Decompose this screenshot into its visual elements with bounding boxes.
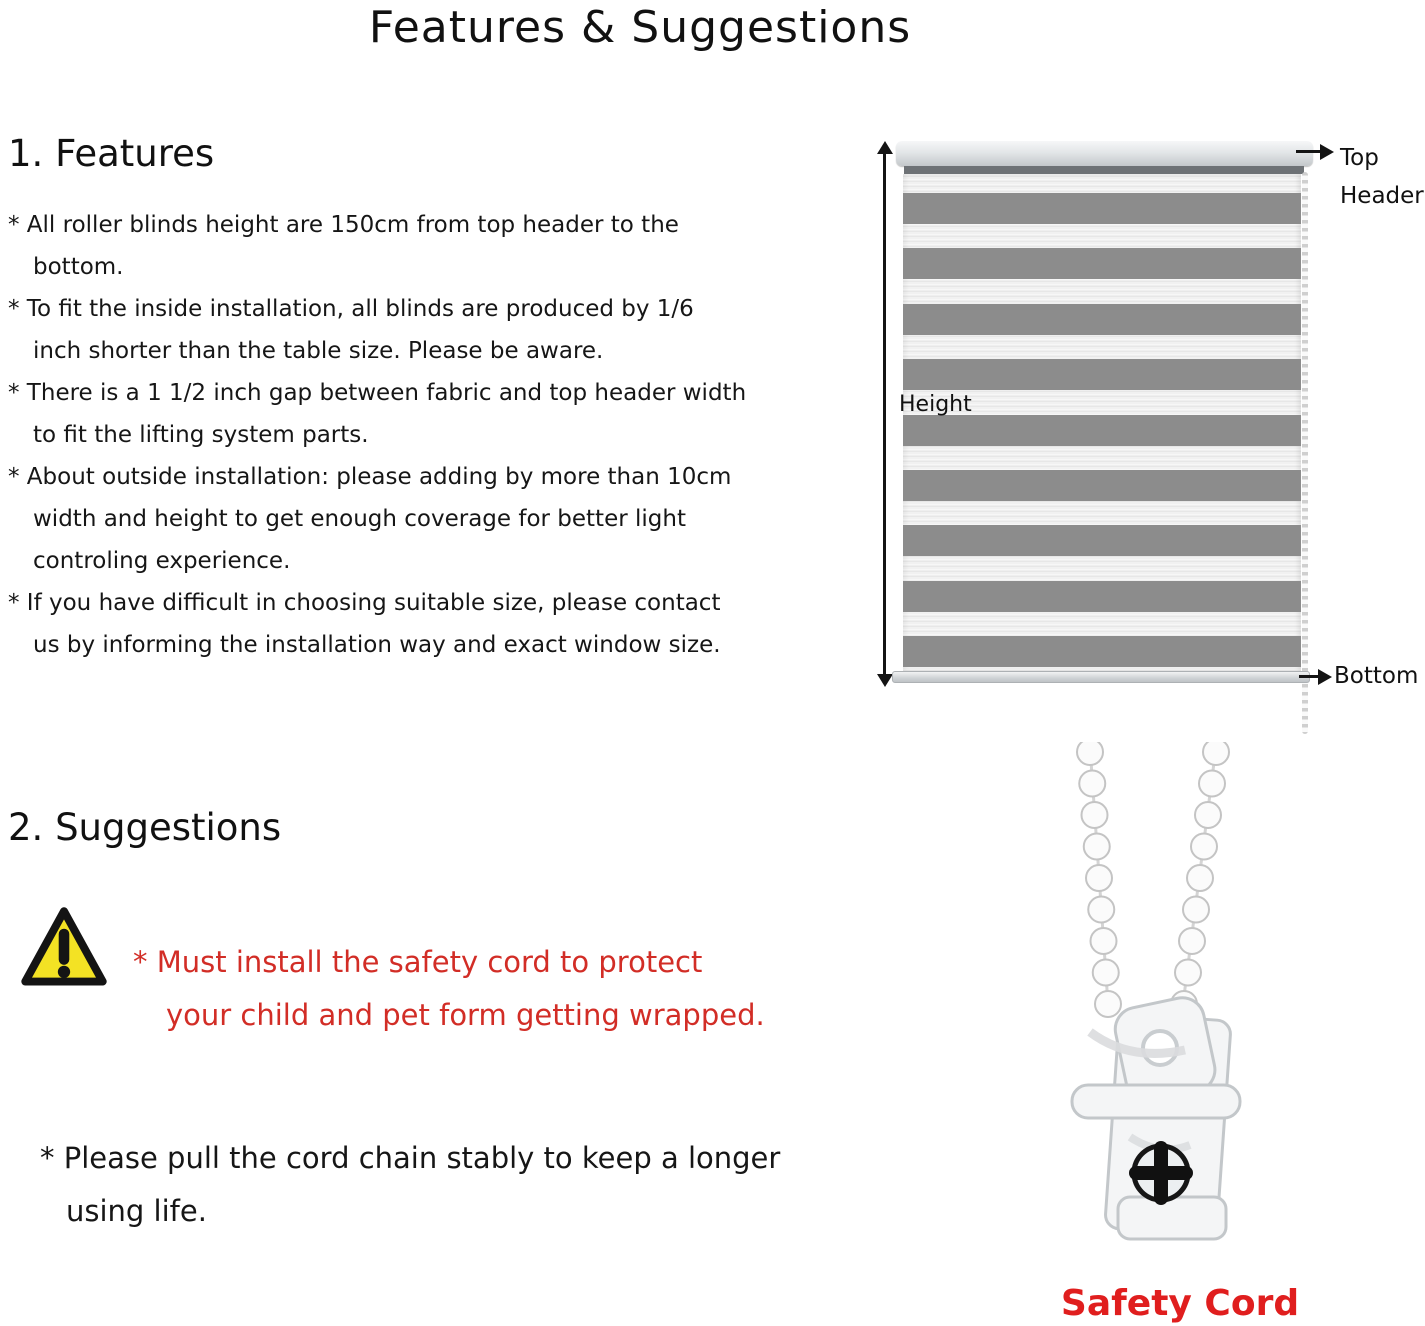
feature-line: * To fit the inside installation, all blinds are produced by 1/6 <box>8 296 694 322</box>
blind-stripe <box>903 248 1301 279</box>
feature-line: us by informing the installation way and exact window size. <box>33 632 721 658</box>
blind-top-header-bar <box>896 141 1313 166</box>
feature-line: controling experience. <box>33 548 291 574</box>
feature-line: bottom. <box>33 254 124 280</box>
top-header-label-line2: Header <box>1340 183 1424 209</box>
feature-line: inch shorter than the table size. Please be aware. <box>33 338 604 364</box>
height-arrow-line <box>883 152 886 676</box>
feature-line: * All roller blinds height are 150cm from top header to the <box>8 212 679 238</box>
feature-line: width and height to get enough coverage for better light <box>33 506 686 532</box>
bead-chain <box>1077 742 1229 1017</box>
blind-fabric <box>903 174 1301 671</box>
features-list <box>8 204 746 666</box>
top-header-arrow-icon <box>1320 144 1334 160</box>
blind-stripe <box>903 525 1301 556</box>
features-heading: 1. Features <box>8 132 215 175</box>
height-label: Height <box>899 392 972 417</box>
usage-note-text <box>40 1132 780 1238</box>
warning-line: your child and pet form getting wrapped. <box>166 998 765 1032</box>
screw-icon <box>1134 1146 1188 1200</box>
cord-clip <box>1072 994 1240 1239</box>
blind-bottom-rail <box>892 671 1310 683</box>
safety-cord-caption: Safety Cord <box>1060 1283 1300 1324</box>
feature-line: * There is a 1 1/2 inch gap between fabric and top header width <box>8 380 747 406</box>
blind-stripe <box>903 304 1301 335</box>
bottom-arrow-icon <box>1318 669 1332 685</box>
suggestions-heading: 2. Suggestions <box>8 806 282 849</box>
top-header-arrow-line <box>1296 150 1321 153</box>
blind-stripe <box>903 193 1301 224</box>
bottom-arrow-line <box>1299 675 1320 678</box>
top-header-label <box>1340 139 1424 215</box>
note-line: using life. <box>66 1194 207 1228</box>
warning-line: * Must install the safety cord to protect <box>133 945 703 979</box>
bottom-label: Bottom <box>1334 663 1419 689</box>
blind-stripe <box>903 359 1301 390</box>
feature-line: to fit the lifting system parts. <box>33 422 369 448</box>
blind-stripe <box>903 470 1301 501</box>
blind-header-shadow <box>904 166 1304 174</box>
blind-stripe <box>903 636 1301 667</box>
feature-line: * About outside installation: please adding by more than 10cm <box>8 464 732 490</box>
blind-stripe <box>903 415 1301 446</box>
page-title: Features & Suggestions <box>368 2 912 53</box>
blind-stripe <box>903 581 1301 612</box>
top-header-label-line1: Top <box>1340 145 1379 171</box>
safety-warning-text <box>133 936 765 1042</box>
feature-line: * If you have difficult in choosing suitable size, please contact <box>8 590 721 616</box>
height-arrow-down-icon <box>877 674 893 687</box>
warning-triangle-icon <box>20 903 108 995</box>
note-line: * Please pull the cord chain stably to keep a longer <box>40 1141 781 1175</box>
blind-chain <box>1302 172 1308 734</box>
safety-cord-image <box>1020 742 1300 1272</box>
